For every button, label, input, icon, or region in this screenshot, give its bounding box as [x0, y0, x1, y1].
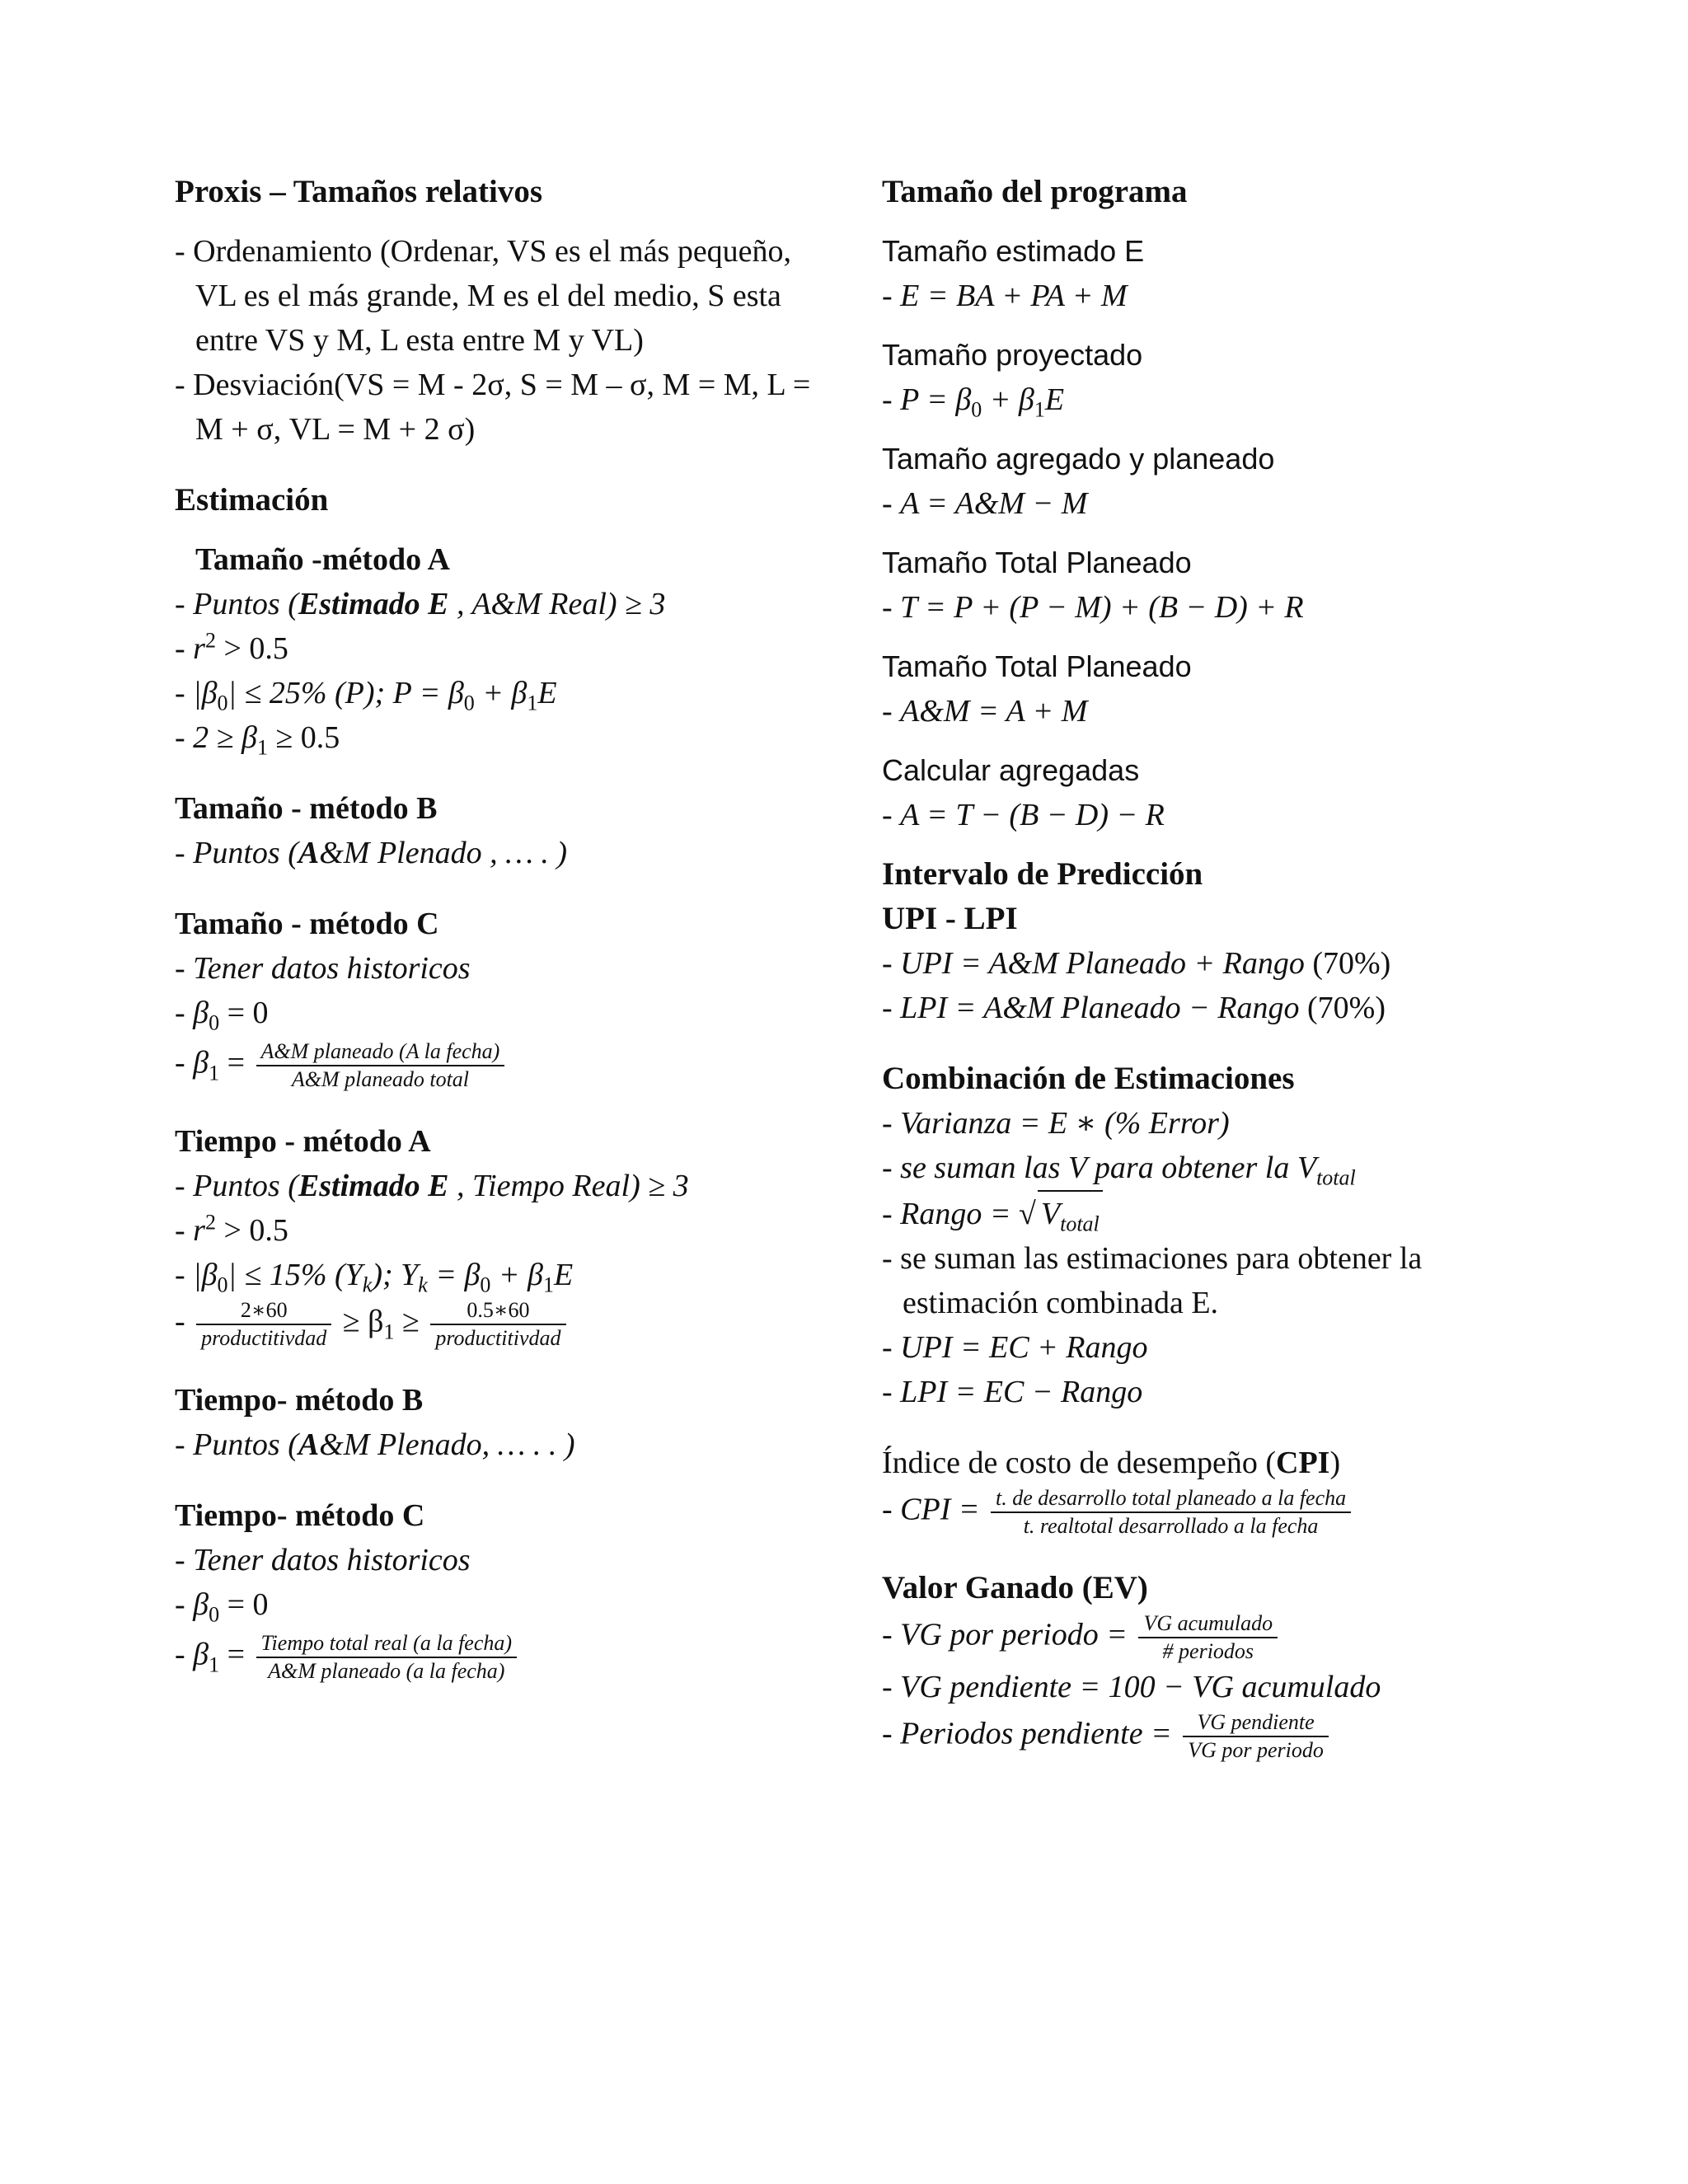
proxis-title: Proxis – Tamaños relativos: [175, 174, 543, 209]
tamano-agregado-label: Tamaño agregado y planeado: [882, 442, 1275, 476]
calcular-agregadas-label: Calcular agregadas: [882, 753, 1140, 787]
cpi-fraction: $\frac{\text{t. de desarrollo total planeado a la fecha}}{\text{t. realtotal desarrollado a la fecha}}$: [991, 1485, 1351, 1540]
left-column: [175, 170, 834, 1685]
tamano-a-r2: - $r^2 > 0.5$: [175, 628, 288, 666]
tiempo-a-r2: - $r^2 > 0.5$: [175, 1210, 288, 1248]
proxis-desviacion: - Desviación(VS = M - 2σ, S = M – σ, M = M, L = M + σ, VL = M + 2 σ): [175, 368, 811, 447]
tamano-metodo-c-title: Tamaño - método C: [175, 907, 439, 941]
periodos-pendiente-fraction: $\frac{\text{VG pendiente}}{\text{VG por periodo}}$: [1183, 1709, 1329, 1764]
tamano-metodo-a-title: Tamaño -método A: [195, 542, 450, 577]
tamano-c-beta1: - $\beta_1$ = $\frac{\text{A\&M planeado (A la fecha)}}{\text{A\&M planeado total}}$: [175, 1038, 834, 1093]
tamano-metodo-b-title: Tamaño - método B: [175, 791, 438, 826]
tiempo-c-fraction: $\frac{\text{Tiempo total real (a la fecha)}}{\text{A\&M planeado (a la fecha)}}$: [256, 1630, 518, 1685]
combinacion-title: Combinación de Estimaciones: [882, 1061, 1295, 1096]
lpi-formula: - LPI = A&M Planeado − Rango (70%): [882, 991, 1386, 1025]
tiempo-a-rango-beta1: - $\frac{2∗60}{\text{productitivdad}}$ ≥ $\beta_1$ ≥ $\frac{0.5∗60}{\text{productitivdad}}$: [175, 1297, 834, 1352]
tamano-total-label-2: Tamaño Total Planeado: [882, 649, 1192, 683]
vg-pendiente-formula: - VG pendiente = 100 − VG acumulado: [882, 1670, 1381, 1704]
tamano-c-historicos: - Tener datos historicos: [175, 951, 471, 986]
tamano-proyectado-label: Tamaño proyectado: [882, 338, 1143, 372]
upi-formula: - UPI = A&M Planeado + Rango (70%): [882, 946, 1391, 981]
tamano-a-puntos: - Puntos (Estimado E , A&M Real) ≥ 3: [175, 587, 666, 621]
tiempo-c-historicos: - Tener datos historicos: [175, 1543, 471, 1577]
tamano-estimado-label: Tamaño estimado E: [882, 234, 1145, 268]
tamano-b-puntos: - Puntos (A&M Plenado , … . ): [175, 836, 568, 870]
tiempo-a-fraction-right: $\frac{0.5∗60}{\text{productitivdad}}$: [430, 1297, 565, 1352]
tiempo-b-puntos: - Puntos (A&M Plenado, … . . ): [175, 1427, 575, 1462]
tamano-agregado-formula: - A = A&M − M: [882, 486, 1088, 521]
tiempo-a-fraction-left: $\frac{2∗60}{\text{productitivdad}}$: [196, 1297, 331, 1352]
tamano-a-beta0: - $|\beta_0| \le 25\%$ (P); $P = \beta_0 + \beta_1E$: [175, 676, 557, 715]
lpi-ec-formula: - LPI = EC − Rango: [882, 1375, 1143, 1409]
varianza-formula: - Varianza = E ∗ (% Error): [882, 1106, 1230, 1141]
tiempo-metodo-c-title: Tiempo- método C: [175, 1498, 425, 1533]
suman-estimaciones: - se suman las estimaciones para obtener la estimación combinada E.: [882, 1241, 1423, 1320]
tamano-c-beta0: - $\beta_0 = 0$: [175, 996, 269, 1035]
tiempo-c-beta1: - $\beta_1$ = $\frac{\text{Tiempo total real (a la fecha)}}{\text{A\&M planeado (a la fecha)}}$: [175, 1630, 834, 1685]
rango-formula: - Rango = √ $V_{total}$: [882, 1190, 1525, 1236]
tiempo-metodo-b-title: Tiempo- método B: [175, 1383, 424, 1418]
vg-por-periodo-fraction: $\frac{\text{VG acumulado}}{\text{\# periodos}}$: [1138, 1610, 1278, 1665]
estimacion-title: Estimación: [175, 482, 329, 518]
proxis-ordenamiento: - Ordenamiento (Ordenar, VS es el más pequeño, VL es el más grande, M es el del medio, S esta entre VS y M, L esta entre M y VL): [175, 234, 792, 358]
tamano-estimado-formula: - E = BA + PA + M: [882, 279, 1128, 313]
tiempo-a-beta0: - $|\beta_0| \le 15\%$ $(Y_k)$; $Y_k = \beta_0 + \beta_1E$: [175, 1258, 574, 1297]
cpi-formula: - CPI = $\frac{\text{t. de desarrollo total planeado a la fecha}}{\text{t. realtotal desarrollado a la fecha}}$: [882, 1485, 1525, 1540]
vg-por-periodo-formula: - VG por periodo = $\frac{\text{VG acumulado}}{\text{\# periodos}}$: [882, 1610, 1525, 1665]
tamano-total-label: Tamaño Total Planeado: [882, 546, 1192, 579]
intervalo-title: Intervalo de Predicción: [882, 856, 1203, 892]
valor-ganado-title: Valor Ganado (EV): [882, 1570, 1148, 1605]
upi-ec-formula: - UPI = EC + Rango: [882, 1330, 1148, 1365]
tamano-total-formula: - T = P + (P − M) + (B − D) + R: [882, 590, 1304, 625]
tiempo-a-puntos: - Puntos (Estimado E , Tiempo Real) ≥ 3: [175, 1169, 689, 1203]
tamano-programa-title: Tamaño del programa: [882, 174, 1188, 209]
right-column: [882, 170, 1525, 1764]
tamano-proyectado-formula: - $P = \beta_0 + \beta_1E$: [882, 382, 1065, 422]
tiempo-metodo-a-title: Tiempo - método A: [175, 1124, 431, 1159]
periodos-pendiente-formula: - Periodos pendiente = $\frac{\text{VG pendiente}}{\text{VG por periodo}}$: [882, 1709, 1525, 1764]
upi-lpi-title: UPI - LPI: [882, 901, 1018, 936]
tiempo-c-beta0: - $\beta_0 = 0$: [175, 1587, 269, 1627]
tamano-a-beta1: - $2 \ge \beta_1 \ge 0.5$: [175, 720, 340, 760]
cpi-title: Índice de costo de desempeño (CPI): [882, 1446, 1341, 1480]
suman-v-formula: - se suman las V para obtener la $V_{total}$: [882, 1151, 1356, 1190]
tamano-total-formula-2: - A&M = A + M: [882, 694, 1088, 729]
tamano-c-fraction: $\frac{\text{A\&M planeado (A la fecha)}}{\text{A\&M planeado total}}$: [256, 1038, 505, 1093]
calcular-agregadas-formula: - A = T − (B − D) − R: [882, 798, 1165, 832]
